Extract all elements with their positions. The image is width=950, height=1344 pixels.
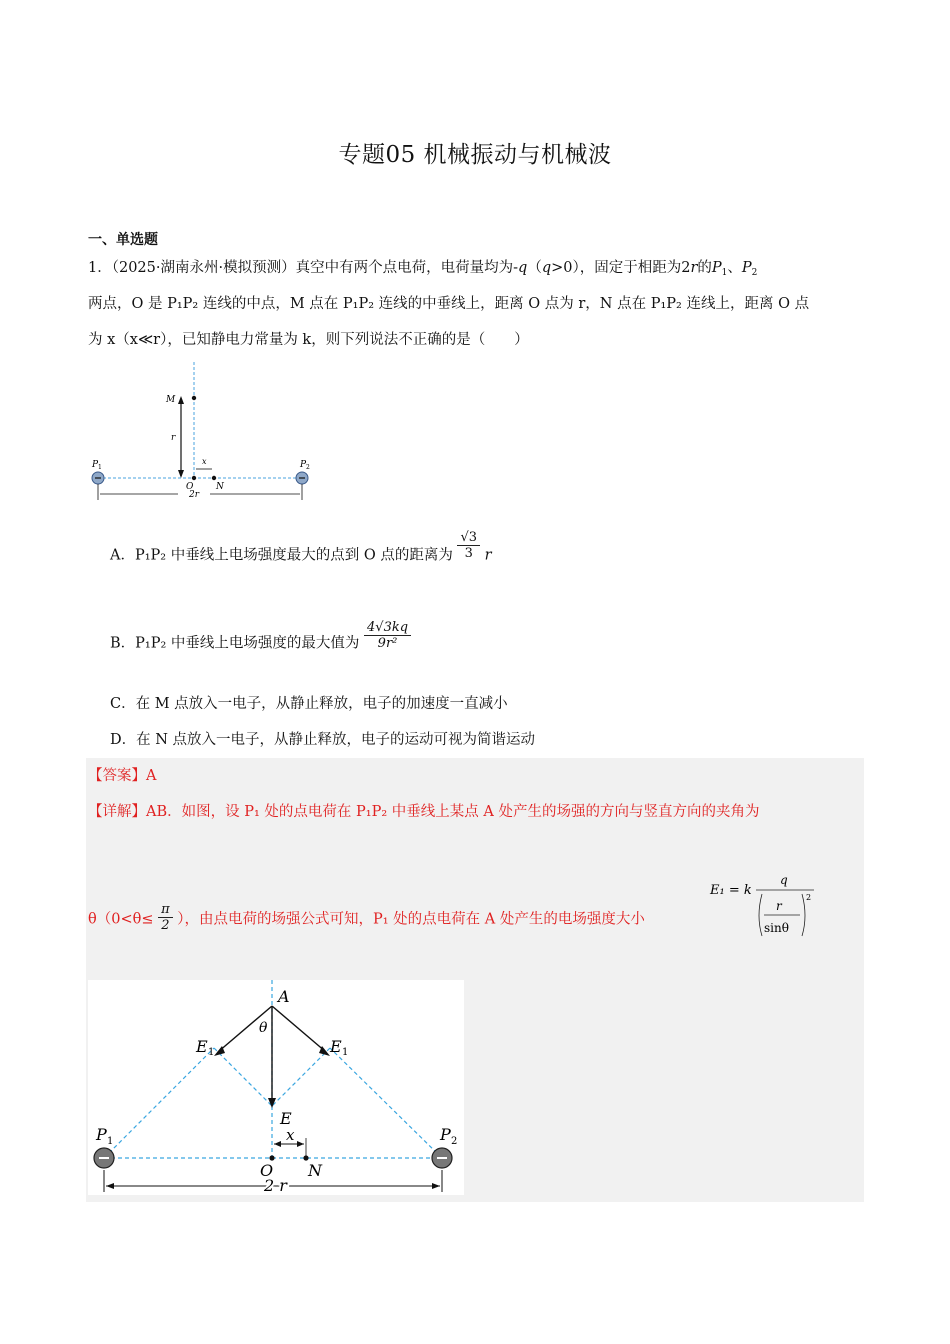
option-b-fraction: $\frac{4√3kq}{\text{9r²}}$ [364, 620, 411, 651]
option-a: A．P₁P₂ 中垂线上电场强度最大的点到 O 点的距离为 $\frac{√3}{3}$ r [110, 530, 492, 564]
svg-text:1: 1 [208, 1047, 215, 1058]
pi-over-2: $\frac{\pi}{2}$ [158, 902, 173, 933]
svg-text:1: 1 [98, 464, 102, 471]
svg-text:sinθ: sinθ [764, 921, 789, 935]
detail-line-1: 【详解】AB．如图，设 P₁ 处的点电荷在 P₁P₂ 中垂线上某点 A 处产生的场强的方向与竖直方向的夹角为 [88, 804, 760, 820]
question-line-1: 1．（2025·湖南永州·模拟预测）真空中有两个点电荷，电荷量均为-q（q>0），固定于相距为2r的$P_1$、$P_2$ [88, 260, 758, 278]
fig1-label-r: r [171, 433, 176, 443]
option-c: C．在 M 点放入一电子，从静止释放，电子的加速度一直减小 [110, 696, 508, 712]
fig2-label-x: x [286, 1126, 295, 1144]
field-formula [708, 870, 828, 942]
fig1-label-x: x [202, 457, 207, 466]
fig1-label-P1: P [92, 460, 99, 470]
svg-text:2: 2 [451, 1136, 458, 1147]
detail-line-2: θ（0<θ≤ $\frac{\pi}{2}$ ），由点电荷的场强公式可知，P₁ 处的点电荷在 A 处产生的电场强度大小 [88, 902, 645, 933]
fig2-label-E1-right: E [330, 1037, 342, 1056]
svg-text:E₁ = k: E₁ = k [710, 883, 752, 898]
question-figure [88, 360, 328, 505]
fig1-label-O: O [186, 482, 194, 492]
fig2-label-P1: P [96, 1125, 107, 1144]
svg-text:1: 1 [107, 1136, 114, 1147]
answer-label: 【答案】A [88, 768, 157, 784]
svg-text:q: q [780, 873, 788, 887]
fig1-label-M: M [166, 395, 176, 405]
fig1-label-P2: P [300, 460, 307, 470]
svg-text:2: 2 [806, 893, 812, 902]
fig2-label-N: N [308, 1161, 322, 1180]
section-heading: 一、单选题 [88, 232, 158, 248]
answer-figure [88, 980, 464, 1195]
fig2-label-P2: P [440, 1125, 451, 1144]
question-number: 1． [88, 260, 112, 276]
page-title: 专题05 机械振动与机械波 [338, 142, 612, 168]
fig2-label-E: E [280, 1109, 292, 1128]
fig1-label-2r: 2r [189, 490, 200, 500]
fig2-label-A: A [278, 987, 290, 1006]
fig2-label-theta: θ [259, 1020, 268, 1036]
question-line-2: 两点，O 是 P₁P₂ 连线的中点，M 点在 P₁P₂ 连线的中垂线上，距离 O 点为 r，N 点在 P₁P₂ 连线上，距离 O 点 [88, 296, 810, 312]
fig2-label-E1-left: E [196, 1037, 208, 1056]
svg-text:1: 1 [342, 1047, 349, 1058]
question-line-3: 为 x（x≪r），已知静电力常量为 k，则下列说法不正确的是（ ） [88, 332, 529, 348]
svg-text:2: 2 [306, 464, 310, 471]
option-a-fraction: $\frac{√3}{3}$ [457, 530, 480, 561]
option-b: B．P₁P₂ 中垂线上电场强度的最大值为 $\frac{4√3kq}{\text{9r²}}$ [110, 628, 411, 659]
option-d: D．在 N 点放入一电子，从静止释放，电子的运动可视为简谐运动 [110, 732, 536, 748]
fig2-label-O: O [260, 1161, 274, 1180]
fig2-label-2r: 2 r [264, 1176, 287, 1195]
fig1-label-N: N [216, 482, 224, 492]
svg-text:r: r [776, 899, 782, 913]
